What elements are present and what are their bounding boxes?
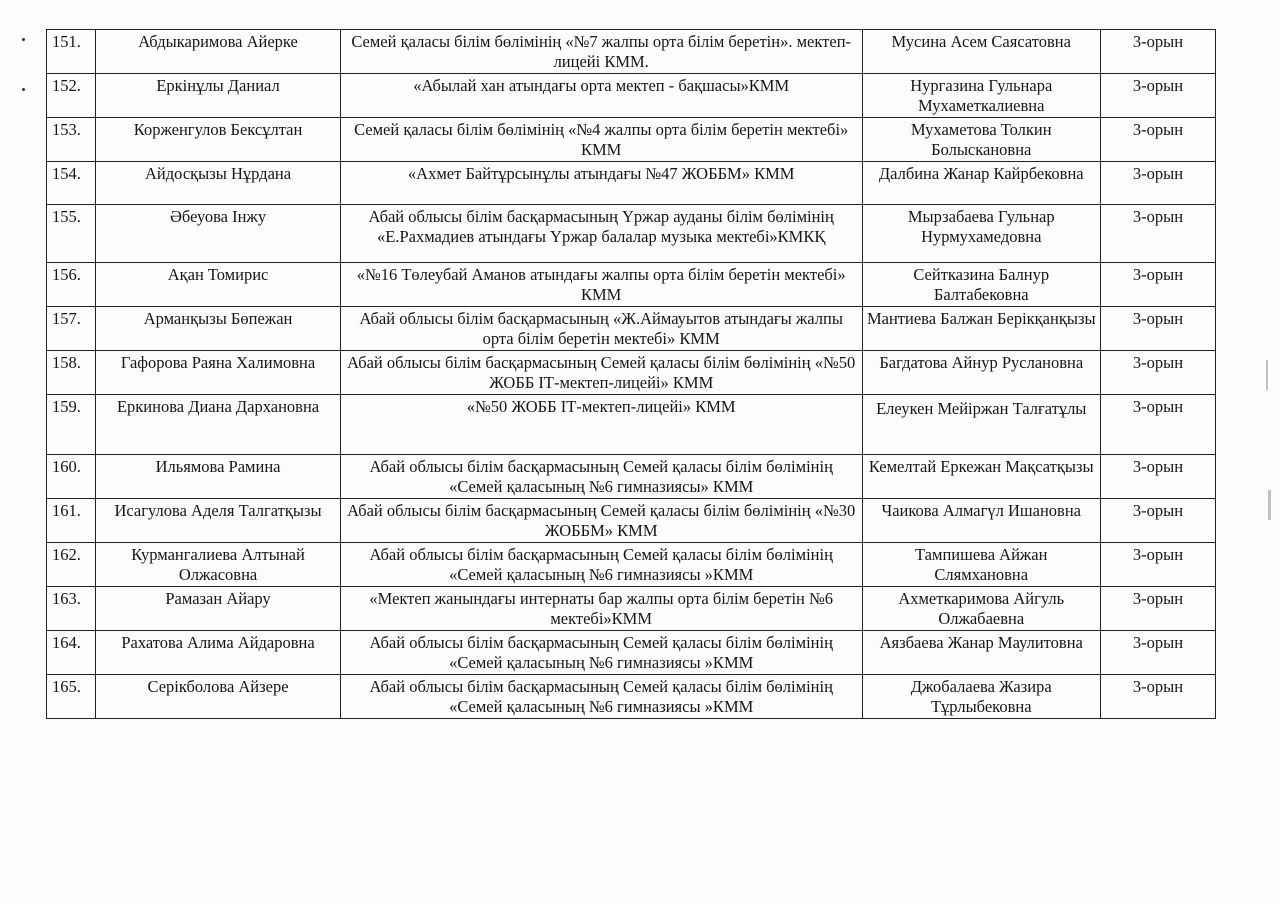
results-table xyxy=(46,29,1216,719)
place-awarded: 3-орын xyxy=(1100,675,1215,719)
results-table-body xyxy=(47,30,1216,719)
row-number: 153. xyxy=(47,118,96,162)
row-number: 163. xyxy=(47,587,96,631)
table-row xyxy=(47,587,1216,631)
scan-dot xyxy=(22,88,25,91)
teacher-name: Мухаметова Толкин Болыскановна xyxy=(862,118,1100,162)
participant-name: Корженгулов Бексұлтан xyxy=(96,118,340,162)
row-number: 164. xyxy=(47,631,96,675)
teacher-name: Мантиева Балжан Берікқанқызы xyxy=(862,307,1100,351)
teacher-name: Нургазина Гульнара Мухаметкалиевна xyxy=(862,74,1100,118)
teacher-name: Ахметкаримова Айгуль Олжабаевна xyxy=(862,587,1100,631)
organization: «Абылай хан атындағы орта мектеп - бақшасы»КММ xyxy=(340,74,862,118)
organization: Абай облысы білім басқармасының Семей қаласы білім бөлімінің «Семей қаласының №6 гимназиясы »КММ xyxy=(340,631,862,675)
row-number: 156. xyxy=(47,263,96,307)
organization: «№50 ЖОББ ІТ-мектеп-лицейі» КММ xyxy=(340,395,862,455)
table-row xyxy=(47,263,1216,307)
teacher-name: Чаикова Алмагүл Ишановна xyxy=(862,499,1100,543)
teacher-name: Тампишева Айжан Слямхановна xyxy=(862,543,1100,587)
row-number: 161. xyxy=(47,499,96,543)
place-awarded: 3-орын xyxy=(1100,499,1215,543)
row-number: 152. xyxy=(47,74,96,118)
table-row xyxy=(47,499,1216,543)
organization: Семей қаласы білім бөлімінің «№4 жалпы орта білім беретін мектебі» КММ xyxy=(340,118,862,162)
teacher-name: Багдатова Айнур Руслановна xyxy=(862,351,1100,395)
place-awarded: 3-орын xyxy=(1100,74,1215,118)
row-number: 159. xyxy=(47,395,96,455)
place-awarded: 3-орын xyxy=(1100,351,1215,395)
table-row xyxy=(47,30,1216,74)
row-number: 162. xyxy=(47,543,96,587)
participant-name: Арманқызы Бөпежан xyxy=(96,307,340,351)
place-awarded: 3-орын xyxy=(1100,162,1215,205)
row-number: 160. xyxy=(47,455,96,499)
place-awarded: 3-орын xyxy=(1100,587,1215,631)
place-awarded: 3-орын xyxy=(1100,395,1215,455)
organization: Абай облысы білім басқармасының Семей қаласы білім бөлімінің «Семей қаласының №6 гимназиясы »КММ xyxy=(340,675,862,719)
participant-name: Еркінұлы Даниал xyxy=(96,74,340,118)
participant-name: Абдыкаримова Айерке xyxy=(96,30,340,74)
organization: Абай облысы білім басқармасының Семей қаласы білім бөлімінің «№50 ЖОББ ІТ-мектеп-лицейі» КММ xyxy=(340,351,862,395)
organization: Абай облысы білім басқармасының Үржар ауданы білім бөлімінің «Е.Рахмадиев атындағы Үржар балалар музыка мектебі»КМКҚ xyxy=(340,205,862,263)
teacher-name: Джобалаева Жазира Тұрлыбековна xyxy=(862,675,1100,719)
organization: «Ахмет Байтұрсынұлы атындағы №47 ЖОББМ» КММ xyxy=(340,162,862,205)
teacher-name: Мырзабаева Гульнар Нурмухамедовна xyxy=(862,205,1100,263)
table-row xyxy=(47,631,1216,675)
participant-name: Еркинова Диана Дархановна xyxy=(96,395,340,455)
participant-name: Рахатова Алима Айдаровна xyxy=(96,631,340,675)
table-row xyxy=(47,307,1216,351)
organization: «№16 Төлеубай Аманов атындағы жалпы орта білім беретін мектебі» КММ xyxy=(340,263,862,307)
participant-name: Курмангалиева Алтынай Олжасовна xyxy=(96,543,340,587)
place-awarded: 3-орын xyxy=(1100,263,1215,307)
participant-name: Серікболова Айзере xyxy=(96,675,340,719)
table-row xyxy=(47,205,1216,263)
teacher-name: Сейтказина Балнур Балтабековна xyxy=(862,263,1100,307)
table-row xyxy=(47,543,1216,587)
participant-name: Исагулова Аделя Талгатқызы xyxy=(96,499,340,543)
table-row xyxy=(47,74,1216,118)
teacher-name: Елеукен Мейіржан Талғатұлы xyxy=(862,395,1100,455)
teacher-name: Кемелтай Еркежан Мақсатқызы xyxy=(862,455,1100,499)
table-row xyxy=(47,118,1216,162)
teacher-name: Аязбаева Жанар Маулитовна xyxy=(862,631,1100,675)
organization: «Мектеп жанындағы интернаты бар жалпы орта білім беретін №6 мектебі»КММ xyxy=(340,587,862,631)
place-awarded: 3-орын xyxy=(1100,118,1215,162)
organization: Абай облысы білім басқармасының Семей қаласы білім бөлімінің «№30 ЖОББМ» КММ xyxy=(340,499,862,543)
table-row xyxy=(47,455,1216,499)
teacher-name: Далбина Жанар Кайрбековна xyxy=(862,162,1100,205)
place-awarded: 3-орын xyxy=(1100,205,1215,263)
table-row xyxy=(47,162,1216,205)
place-awarded: 3-орын xyxy=(1100,307,1215,351)
table-row xyxy=(47,351,1216,395)
participant-name: Рамазан Айару xyxy=(96,587,340,631)
row-number: 154. xyxy=(47,162,96,205)
scan-speck xyxy=(1266,360,1268,390)
scan-speck xyxy=(1268,490,1271,520)
row-number: 157. xyxy=(47,307,96,351)
place-awarded: 3-орын xyxy=(1100,455,1215,499)
place-awarded: 3-орын xyxy=(1100,631,1215,675)
row-number: 151. xyxy=(47,30,96,74)
teacher-name: Мусина Асем Саясатовна xyxy=(862,30,1100,74)
row-number: 155. xyxy=(47,205,96,263)
organization: Семей қаласы білім бөлімінің «№7 жалпы орта білім беретін». мектеп-лицейі КММ. xyxy=(340,30,862,74)
place-awarded: 3-орын xyxy=(1100,30,1215,74)
scan-dot xyxy=(22,38,25,41)
organization: Абай облысы білім басқармасының «Ж.Аймауытов атындағы жалпы орта білім беретін мектебі» КММ xyxy=(340,307,862,351)
organization: Абай облысы білім басқармасының Семей қаласы білім бөлімінің «Семей қаласының №6 гимназиясы »КММ xyxy=(340,543,862,587)
participant-name: Айдосқызы Нұрдана xyxy=(96,162,340,205)
place-awarded: 3-орын xyxy=(1100,543,1215,587)
table-row xyxy=(47,395,1216,455)
table-row xyxy=(47,675,1216,719)
participant-name: Ильямова Рамина xyxy=(96,455,340,499)
row-number: 165. xyxy=(47,675,96,719)
row-number: 158. xyxy=(47,351,96,395)
participant-name: Гафорова Раяна Халимовна xyxy=(96,351,340,395)
organization: Абай облысы білім басқармасының Семей қаласы білім бөлімінің «Семей қаласының №6 гимназиясы» КММ xyxy=(340,455,862,499)
participant-name: Әбеуова Інжу xyxy=(96,205,340,263)
participant-name: Ақан Томирис xyxy=(96,263,340,307)
